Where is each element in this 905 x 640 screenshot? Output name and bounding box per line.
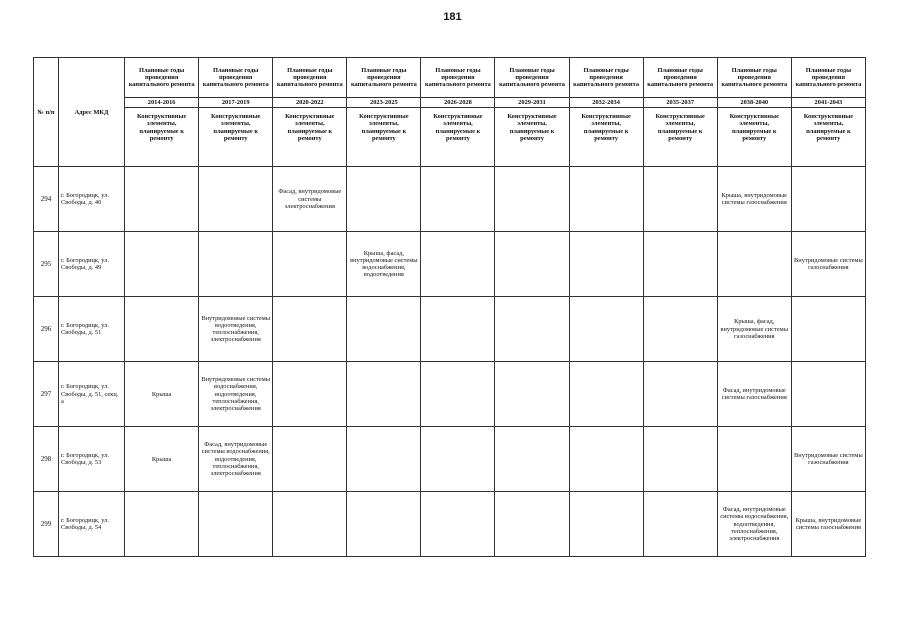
repair-cell: Крыша <box>125 427 199 492</box>
page-number: 181 <box>443 11 462 23</box>
period-years: 2026-2028 <box>421 98 495 108</box>
header-row-years <box>34 98 866 108</box>
repair-cell <box>717 427 791 492</box>
repair-cell: Крыша, внутридомовые системы газоснабжения <box>791 492 865 557</box>
period-years: 2035-2037 <box>643 98 717 108</box>
row-address: г. Богородицк, ул. Свободы, д. 53 <box>59 427 125 492</box>
period-subtitle: Конструктивные элементы, планируемые к ремонту <box>273 108 347 167</box>
repair-cell: Крыша, фасад, внутридомовые системы газоснабжения <box>717 297 791 362</box>
period-years: 2017-2019 <box>199 98 273 108</box>
period-subtitle: Конструктивные элементы, планируемые к ремонту <box>199 108 273 167</box>
period-subtitle: Конструктивные элементы, планируемые к ремонту <box>125 108 199 167</box>
repair-cell <box>495 297 569 362</box>
repair-cell <box>273 492 347 557</box>
column-header-address: Адрес МКД <box>59 58 125 167</box>
repair-cell <box>643 167 717 232</box>
repair-cell <box>199 232 273 297</box>
period-subtitle: Конструктивные элементы, планируемые к ремонту <box>569 108 643 167</box>
period-title: Плановые годы проведения капитального ремонта <box>643 58 717 98</box>
period-title: Плановые годы проведения капитального ремонта <box>569 58 643 98</box>
repair-cell <box>125 492 199 557</box>
column-header-num: № п/п <box>34 58 59 167</box>
repair-cell: Внутридомовые системы водоснабжения, водоотведения, теплоснабжения, электроснабжения <box>199 362 273 427</box>
repair-cell <box>791 362 865 427</box>
row-address: г. Богородицк, ул. Свободы, д. 51, секц. а <box>59 362 125 427</box>
repair-cell <box>791 167 865 232</box>
repair-cell <box>199 167 273 232</box>
period-title: Плановые годы проведения капитального ремонта <box>495 58 569 98</box>
repair-cell <box>347 492 421 557</box>
repair-cell <box>125 167 199 232</box>
row-number: 295 <box>34 232 59 297</box>
row-address: г. Богородицк, ул. Свободы, д. 54 <box>59 492 125 557</box>
period-title: Плановые годы проведения капитального ремонта <box>717 58 791 98</box>
repair-cell: Фасад, внутридомовые системы водоснабжения, водоотведения, теплоснабжения, электроснабжения <box>717 492 791 557</box>
row-number: 294 <box>34 167 59 232</box>
row-number: 298 <box>34 427 59 492</box>
row-address: г. Богородицк, ул. Свободы, д. 49 <box>59 232 125 297</box>
period-subtitle: Конструктивные элементы, планируемые к ремонту <box>791 108 865 167</box>
repair-cell <box>643 362 717 427</box>
period-title: Плановые годы проведения капитального ремонта <box>421 58 495 98</box>
repair-cell: Фасад, внутридомовые системы газоснабжения <box>717 362 791 427</box>
repair-cell <box>421 427 495 492</box>
period-years: 2032-2034 <box>569 98 643 108</box>
header-row-subtitles <box>34 108 866 167</box>
repair-cell <box>347 427 421 492</box>
repair-cell <box>495 232 569 297</box>
repair-cell: Фасад, внутридомовые системы водоснабжения, водоотведения, теплоснабжения, электроснабжения <box>199 427 273 492</box>
repair-cell <box>347 362 421 427</box>
header-row-titles <box>34 58 866 98</box>
period-subtitle: Конструктивные элементы, планируемые к ремонту <box>643 108 717 167</box>
table-row <box>34 167 866 232</box>
repair-cell <box>569 427 643 492</box>
row-address: г. Богородицк, ул. Свободы, д. 40 <box>59 167 125 232</box>
capital-repair-table <box>33 57 866 557</box>
repair-cell <box>421 492 495 557</box>
period-subtitle: Конструктивные элементы, планируемые к ремонту <box>421 108 495 167</box>
repair-cell <box>569 232 643 297</box>
table-row <box>34 297 866 362</box>
repair-cell <box>569 362 643 427</box>
period-subtitle: Конструктивные элементы, планируемые к ремонту <box>717 108 791 167</box>
repair-cell <box>643 427 717 492</box>
period-years: 2023-2025 <box>347 98 421 108</box>
repair-cell: Крыша <box>125 362 199 427</box>
period-years: 2029-2031 <box>495 98 569 108</box>
period-years: 2020-2022 <box>273 98 347 108</box>
repair-cell <box>199 492 273 557</box>
repair-cell <box>791 297 865 362</box>
period-subtitle: Конструктивные элементы, планируемые к ремонту <box>347 108 421 167</box>
period-years: 2041-2043 <box>791 98 865 108</box>
repair-cell <box>421 362 495 427</box>
repair-cell <box>495 427 569 492</box>
repair-cell <box>273 362 347 427</box>
row-number: 296 <box>34 297 59 362</box>
repair-cell <box>495 167 569 232</box>
table-row <box>34 427 866 492</box>
repair-cell <box>125 297 199 362</box>
row-address: г. Богородицк, ул. Свободы, д. 51 <box>59 297 125 362</box>
repair-cell <box>347 297 421 362</box>
repair-cell <box>717 232 791 297</box>
repair-cell: Крыша, фасад, внутридомовые системы водоснабжения, водоотведения <box>347 232 421 297</box>
period-years: 2014-2016 <box>125 98 199 108</box>
repair-cell: Внутридомовые системы газоснабжения <box>791 232 865 297</box>
repair-cell <box>495 362 569 427</box>
table-row <box>34 232 866 297</box>
repair-cell <box>495 492 569 557</box>
repair-cell <box>643 232 717 297</box>
repair-cell <box>421 297 495 362</box>
repair-cell <box>569 297 643 362</box>
period-subtitle: Конструктивные элементы, планируемые к ремонту <box>495 108 569 167</box>
repair-cell <box>643 492 717 557</box>
repair-cell <box>273 427 347 492</box>
repair-cell: Крыша, внутридомовые системы газоснабжения <box>717 167 791 232</box>
period-title: Плановые годы проведения капитального ремонта <box>347 58 421 98</box>
period-title: Плановые годы проведения капитального ремонта <box>273 58 347 98</box>
repair-cell <box>421 167 495 232</box>
repair-cell <box>569 167 643 232</box>
repair-cell <box>643 297 717 362</box>
row-number: 299 <box>34 492 59 557</box>
repair-cell <box>273 232 347 297</box>
repair-cell <box>347 167 421 232</box>
period-years: 2038-2040 <box>717 98 791 108</box>
repair-cell <box>569 492 643 557</box>
repair-cell: Внутридомовые системы газоснабжения <box>791 427 865 492</box>
table-row <box>34 362 866 427</box>
repair-cell <box>273 297 347 362</box>
repair-cell: Фасад, внутридомовые системы электроснабжения <box>273 167 347 232</box>
period-title: Плановые годы проведения капитального ремонта <box>791 58 865 98</box>
repair-cell <box>125 232 199 297</box>
repair-cell <box>421 232 495 297</box>
row-number: 297 <box>34 362 59 427</box>
period-title: Плановые годы проведения капитального ремонта <box>199 58 273 98</box>
table-row <box>34 492 866 557</box>
repair-cell: Внутридомовые системы водоотведения, теплоснабжения, электроснабжения <box>199 297 273 362</box>
period-title: Плановые годы проведения капитального ремонта <box>125 58 199 98</box>
